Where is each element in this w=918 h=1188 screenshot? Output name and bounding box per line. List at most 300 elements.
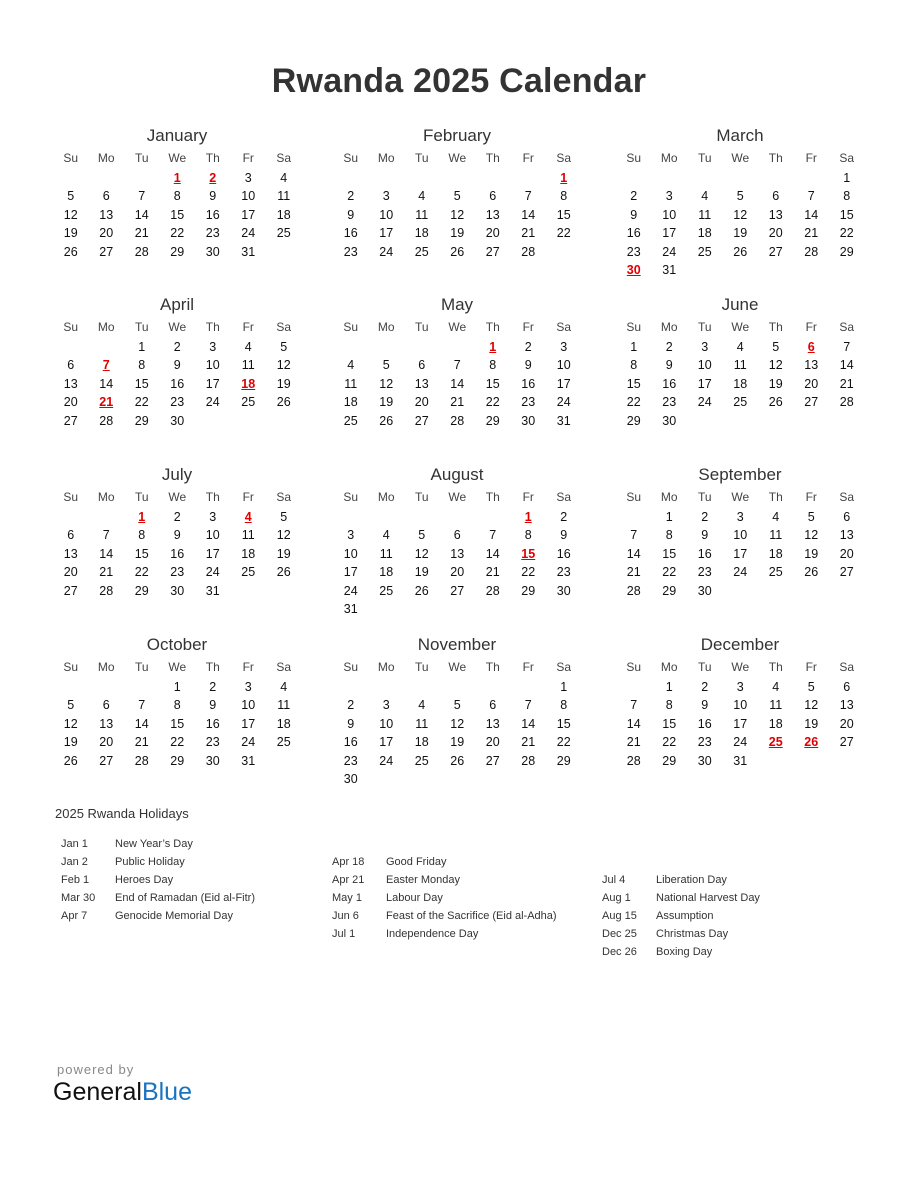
day-cell: 24 bbox=[241, 735, 256, 750]
weekday-header: Fr bbox=[522, 490, 534, 504]
empty-cell bbox=[404, 508, 440, 526]
day-cell: 14 bbox=[521, 716, 536, 731]
day-cell: 9 bbox=[173, 528, 181, 543]
month-october bbox=[53, 634, 301, 770]
day-cell: 30 bbox=[697, 583, 712, 598]
day-cell: 14 bbox=[134, 716, 149, 731]
day-cell: 23 bbox=[343, 244, 358, 259]
day-cell: 9 bbox=[209, 189, 217, 204]
weekday-header: Sa bbox=[276, 151, 292, 165]
weekday-header: Th bbox=[768, 320, 783, 334]
day-cell: 15 bbox=[556, 716, 571, 731]
month-september bbox=[616, 464, 864, 600]
month-february bbox=[333, 125, 581, 261]
weekday-header: Mo bbox=[97, 660, 115, 674]
weekday-header: Mo bbox=[377, 660, 395, 674]
holiday-date: May 1 bbox=[332, 891, 362, 904]
month-days-grid bbox=[333, 656, 581, 788]
day-cell: 26 bbox=[414, 583, 429, 598]
weekday-header: We bbox=[448, 320, 467, 334]
day-cell: 16 bbox=[205, 716, 220, 731]
day-cell: 5 bbox=[280, 340, 288, 354]
holiday-date: Apr 18 bbox=[332, 856, 365, 868]
month-days-grid bbox=[616, 147, 864, 279]
day-cell: 27 bbox=[99, 753, 114, 768]
empty-cell bbox=[53, 338, 89, 356]
day-cell: 21 bbox=[134, 735, 149, 750]
month-name: March bbox=[716, 126, 764, 145]
holiday-date: Jan 1 bbox=[61, 838, 88, 850]
weekday-header: Tu bbox=[134, 660, 149, 674]
weekday-header: We bbox=[731, 320, 750, 334]
day-cell: 16 bbox=[170, 546, 185, 561]
day-cell: 8 bbox=[560, 698, 568, 713]
day-cell: 11 bbox=[344, 376, 358, 391]
month-days-grid bbox=[53, 486, 301, 600]
holiday-item bbox=[61, 872, 255, 890]
holiday-name: Independence Day bbox=[386, 927, 479, 940]
day-cell: 15 bbox=[556, 207, 571, 222]
empty-cell bbox=[404, 169, 440, 187]
month-june bbox=[616, 294, 864, 430]
day-cell: 20 bbox=[63, 565, 78, 580]
day-cell: 8 bbox=[489, 358, 497, 373]
day-cell: 27 bbox=[839, 565, 854, 580]
empty-cell bbox=[89, 508, 125, 526]
day-cell: 21 bbox=[134, 226, 149, 241]
day-cell: 26 bbox=[768, 395, 783, 410]
holiday-date: Feb 1 bbox=[61, 873, 90, 886]
day-cell: 19 bbox=[276, 546, 291, 561]
day-cell: 2 bbox=[630, 189, 638, 204]
holiday-name: National Harvest Day bbox=[656, 891, 760, 904]
day-cell: 10 bbox=[697, 358, 712, 373]
day-cell: 9 bbox=[209, 698, 217, 713]
weekday-header: Sa bbox=[556, 490, 572, 504]
day-cell: 11 bbox=[241, 528, 255, 543]
holiday-name: Assumption bbox=[656, 909, 714, 922]
holiday-date: Jun 6 bbox=[332, 909, 359, 922]
weekday-header: Th bbox=[205, 660, 220, 674]
day-cell: 12 bbox=[450, 716, 465, 731]
month-days-grid bbox=[53, 656, 301, 770]
holiday-item bbox=[61, 836, 255, 854]
weekday-header: Su bbox=[626, 151, 642, 165]
holiday-name: Public Holiday bbox=[115, 855, 185, 868]
holiday-name: End of Ramadan (Eid al-Fitr) bbox=[115, 891, 255, 904]
day-cell: 30 bbox=[170, 583, 185, 598]
day-cell: 15 bbox=[485, 376, 500, 391]
empty-cell bbox=[333, 508, 369, 526]
month-name: May bbox=[440, 295, 474, 314]
weekday-header: Su bbox=[63, 490, 79, 504]
day-cell: 15 bbox=[662, 716, 677, 731]
holiday-name: Boxing Day bbox=[656, 945, 713, 958]
weekday-header: Fr bbox=[242, 660, 254, 674]
weekday-header: Mo bbox=[377, 490, 395, 504]
empty-cell bbox=[440, 508, 476, 526]
day-cell: 19 bbox=[450, 226, 465, 241]
weekday-header: Mo bbox=[660, 151, 678, 165]
day-cell: 15 bbox=[134, 546, 149, 561]
day-cell: 2 bbox=[560, 510, 568, 524]
empty-cell bbox=[723, 169, 759, 187]
day-cell: 2 bbox=[173, 510, 181, 524]
empty-cell bbox=[475, 678, 511, 696]
weekday-header: Tu bbox=[134, 320, 149, 334]
day-cell: 30 bbox=[556, 583, 571, 598]
day-cell: 24 bbox=[343, 583, 358, 598]
day-cell: 16 bbox=[521, 376, 536, 391]
weekday-header: We bbox=[168, 660, 187, 674]
day-cell: 31 bbox=[241, 244, 256, 259]
month-days-grid bbox=[616, 316, 864, 430]
day-cell: 7 bbox=[524, 698, 532, 713]
weekday-header: Th bbox=[485, 151, 500, 165]
month-name: February bbox=[422, 126, 492, 145]
day-cell: 21 bbox=[521, 735, 536, 750]
weekday-header: Fr bbox=[242, 151, 254, 165]
day-cell: 16 bbox=[556, 546, 571, 561]
month-april bbox=[53, 294, 301, 430]
day-cell: 3 bbox=[736, 510, 744, 524]
day-cell: 23 bbox=[170, 395, 185, 410]
weekday-header: Th bbox=[768, 660, 783, 674]
day-cell: 4 bbox=[701, 189, 709, 204]
day-cell: 11 bbox=[733, 358, 747, 373]
day-cell: 10 bbox=[343, 546, 358, 561]
empty-cell bbox=[440, 338, 476, 356]
weekday-header: Th bbox=[768, 151, 783, 165]
weekday-header: Fr bbox=[522, 660, 534, 674]
day-cell: 12 bbox=[414, 546, 429, 561]
weekday-header: Tu bbox=[134, 151, 149, 165]
day-cell: 28 bbox=[450, 413, 465, 428]
day-cell: 7 bbox=[453, 358, 461, 373]
day-cell: 1 bbox=[843, 171, 851, 185]
day-cell: 7 bbox=[138, 189, 146, 204]
weekday-header: We bbox=[448, 490, 467, 504]
weekday-header: Su bbox=[626, 320, 642, 334]
empty-cell bbox=[89, 169, 125, 187]
weekday-header: Fr bbox=[522, 320, 534, 334]
day-cell: 19 bbox=[450, 735, 465, 750]
empty-cell bbox=[53, 678, 89, 696]
day-cell: 11 bbox=[769, 528, 783, 543]
day-cell: 1 bbox=[665, 680, 673, 694]
day-cell: 8 bbox=[173, 189, 181, 204]
day-cell: 6 bbox=[843, 510, 851, 524]
day-cell: 5 bbox=[67, 189, 75, 204]
weekday-header: Su bbox=[343, 151, 359, 165]
day-cell: 22 bbox=[662, 735, 677, 750]
day-cell: 7 bbox=[102, 528, 110, 543]
empty-cell bbox=[616, 678, 652, 696]
day-cell: 21 bbox=[450, 395, 465, 410]
day-cell: 1 bbox=[138, 340, 146, 354]
weekday-header: Su bbox=[343, 320, 359, 334]
weekday-header: Mo bbox=[377, 151, 395, 165]
day-cell: 16 bbox=[662, 376, 677, 391]
weekday-header: Fr bbox=[805, 151, 817, 165]
empty-cell bbox=[511, 678, 547, 696]
holiday-column bbox=[602, 872, 760, 961]
day-cell: 31 bbox=[556, 413, 571, 428]
day-cell: 13 bbox=[63, 376, 78, 391]
day-cell: 23 bbox=[662, 395, 677, 410]
weekday-header: Th bbox=[485, 660, 500, 674]
day-cell: 20 bbox=[839, 546, 854, 561]
weekday-header: Mo bbox=[377, 320, 395, 334]
month-may bbox=[333, 294, 581, 430]
empty-cell bbox=[333, 678, 369, 696]
day-cell: 12 bbox=[768, 358, 783, 373]
empty-cell bbox=[89, 678, 125, 696]
holiday-day: 1 bbox=[138, 510, 146, 524]
day-cell: 11 bbox=[277, 698, 291, 713]
day-cell: 31 bbox=[205, 583, 220, 598]
day-cell: 13 bbox=[99, 207, 114, 222]
day-cell: 8 bbox=[843, 189, 851, 204]
day-cell: 18 bbox=[414, 735, 429, 750]
day-cell: 20 bbox=[414, 395, 429, 410]
day-cell: 21 bbox=[626, 735, 641, 750]
day-cell: 26 bbox=[450, 244, 465, 259]
holiday-day: 1 bbox=[524, 510, 532, 524]
day-cell: 20 bbox=[485, 226, 500, 241]
day-cell: 21 bbox=[804, 226, 819, 241]
day-cell: 19 bbox=[379, 395, 394, 410]
day-cell: 5 bbox=[807, 680, 815, 694]
empty-cell bbox=[687, 169, 723, 187]
weekday-header: Fr bbox=[805, 660, 817, 674]
day-cell: 27 bbox=[839, 735, 854, 750]
holiday-day: 18 bbox=[241, 376, 256, 391]
day-cell: 20 bbox=[839, 716, 854, 731]
day-cell: 26 bbox=[63, 244, 78, 259]
day-cell: 5 bbox=[382, 358, 390, 373]
empty-cell bbox=[124, 678, 160, 696]
day-cell: 29 bbox=[662, 583, 677, 598]
weekday-header: Sa bbox=[839, 151, 855, 165]
day-cell: 1 bbox=[560, 680, 568, 694]
day-cell: 10 bbox=[379, 716, 394, 731]
month-name: June bbox=[721, 295, 759, 314]
month-name: July bbox=[161, 465, 193, 484]
holiday-day: 1 bbox=[560, 171, 568, 185]
day-cell: 22 bbox=[170, 226, 185, 241]
day-cell: 12 bbox=[804, 698, 819, 713]
day-cell: 22 bbox=[662, 565, 677, 580]
day-cell: 13 bbox=[839, 698, 854, 713]
month-august bbox=[333, 464, 581, 618]
day-cell: 13 bbox=[63, 546, 78, 561]
day-cell: 24 bbox=[733, 735, 748, 750]
day-cell: 13 bbox=[450, 546, 465, 561]
day-cell: 22 bbox=[839, 226, 854, 241]
day-cell: 31 bbox=[733, 753, 748, 768]
day-cell: 18 bbox=[379, 565, 394, 580]
day-cell: 6 bbox=[772, 189, 780, 204]
weekday-header: Su bbox=[63, 320, 79, 334]
weekday-header: Tu bbox=[697, 660, 712, 674]
day-cell: 12 bbox=[733, 207, 748, 222]
empty-cell bbox=[404, 678, 440, 696]
day-cell: 22 bbox=[556, 735, 571, 750]
weekday-header: Mo bbox=[660, 490, 678, 504]
weekday-header: Tu bbox=[697, 490, 712, 504]
day-cell: 25 bbox=[379, 583, 394, 598]
day-cell: 20 bbox=[63, 395, 78, 410]
day-cell: 9 bbox=[630, 207, 638, 222]
day-cell: 27 bbox=[414, 413, 429, 428]
day-cell: 18 bbox=[768, 546, 783, 561]
day-cell: 30 bbox=[521, 413, 536, 428]
day-cell: 28 bbox=[839, 395, 854, 410]
day-cell: 14 bbox=[99, 376, 114, 391]
day-cell: 8 bbox=[560, 189, 568, 204]
holiday-item bbox=[332, 854, 557, 872]
weekday-header: Tu bbox=[697, 151, 712, 165]
day-cell: 27 bbox=[485, 244, 500, 259]
holiday-day: 25 bbox=[768, 735, 783, 750]
brand-general: General bbox=[53, 1078, 142, 1106]
weekday-header: Su bbox=[63, 151, 79, 165]
day-cell: 24 bbox=[379, 753, 394, 768]
empty-cell bbox=[758, 169, 794, 187]
day-cell: 8 bbox=[665, 698, 673, 713]
day-cell: 4 bbox=[772, 510, 780, 524]
holiday-name: Genocide Memorial Day bbox=[115, 909, 233, 922]
holiday-name: Easter Monday bbox=[386, 873, 460, 886]
weekday-header: Sa bbox=[276, 320, 292, 334]
day-cell: 15 bbox=[839, 207, 854, 222]
holiday-name: Christmas Day bbox=[656, 927, 729, 940]
day-cell: 12 bbox=[63, 207, 78, 222]
day-cell: 29 bbox=[839, 244, 854, 259]
day-cell: 27 bbox=[768, 244, 783, 259]
holiday-day: 30 bbox=[626, 262, 641, 277]
holiday-item bbox=[602, 872, 760, 890]
day-cell: 19 bbox=[733, 226, 748, 241]
day-cell: 22 bbox=[521, 565, 536, 580]
day-cell: 5 bbox=[772, 340, 780, 354]
generalblue-logo[interactable] bbox=[53, 1078, 192, 1107]
day-cell: 17 bbox=[205, 546, 220, 561]
holiday-date: Aug 1 bbox=[602, 891, 631, 904]
day-cell: 29 bbox=[485, 413, 500, 428]
day-cell: 22 bbox=[626, 395, 641, 410]
weekday-header: Sa bbox=[556, 151, 572, 165]
weekday-header: Su bbox=[343, 660, 359, 674]
weekday-header: Mo bbox=[97, 320, 115, 334]
day-cell: 25 bbox=[343, 413, 358, 428]
day-cell: 19 bbox=[276, 376, 291, 391]
day-cell: 15 bbox=[662, 546, 677, 561]
weekday-header: Sa bbox=[839, 320, 855, 334]
page-title: Rwanda 2025 Calendar bbox=[271, 62, 647, 100]
holiday-item bbox=[332, 890, 557, 908]
day-cell: 14 bbox=[626, 716, 641, 731]
day-cell: 28 bbox=[626, 583, 641, 598]
day-cell: 7 bbox=[843, 340, 851, 354]
day-cell: 26 bbox=[276, 395, 291, 410]
empty-cell bbox=[794, 169, 830, 187]
day-cell: 20 bbox=[99, 226, 114, 241]
day-cell: 19 bbox=[804, 546, 819, 561]
day-cell: 7 bbox=[138, 698, 146, 713]
holiday-name: Heroes Day bbox=[115, 873, 174, 886]
day-cell: 31 bbox=[241, 753, 256, 768]
day-cell: 7 bbox=[524, 189, 532, 204]
weekday-header: Sa bbox=[839, 490, 855, 504]
holiday-item bbox=[61, 854, 255, 872]
day-cell: 6 bbox=[102, 189, 110, 204]
weekday-header: We bbox=[731, 490, 750, 504]
day-cell: 24 bbox=[697, 395, 712, 410]
weekday-header: Th bbox=[485, 490, 500, 504]
weekday-header: Tu bbox=[697, 320, 712, 334]
day-cell: 18 bbox=[733, 376, 748, 391]
day-cell: 8 bbox=[138, 528, 146, 543]
day-cell: 3 bbox=[244, 680, 252, 694]
day-cell: 18 bbox=[414, 226, 429, 241]
day-cell: 14 bbox=[804, 207, 819, 222]
day-cell: 8 bbox=[665, 528, 673, 543]
day-cell: 18 bbox=[276, 716, 291, 731]
day-cell: 23 bbox=[521, 395, 536, 410]
day-cell: 23 bbox=[205, 735, 220, 750]
day-cell: 26 bbox=[450, 753, 465, 768]
day-cell: 7 bbox=[630, 528, 638, 543]
day-cell: 5 bbox=[453, 189, 461, 204]
day-cell: 4 bbox=[382, 528, 390, 543]
day-cell: 27 bbox=[63, 583, 78, 598]
month-days-grid bbox=[53, 147, 301, 261]
weekday-header: We bbox=[448, 151, 467, 165]
day-cell: 29 bbox=[556, 753, 571, 768]
month-name: October bbox=[146, 635, 208, 654]
holiday-item bbox=[602, 890, 760, 908]
month-days-grid bbox=[333, 486, 581, 618]
day-cell: 19 bbox=[63, 735, 78, 750]
day-cell: 11 bbox=[415, 207, 429, 222]
day-cell: 21 bbox=[485, 565, 500, 580]
day-cell: 9 bbox=[560, 528, 568, 543]
day-cell: 4 bbox=[244, 340, 252, 354]
month-days-grid bbox=[333, 316, 581, 430]
month-november bbox=[333, 634, 581, 788]
day-cell: 17 bbox=[662, 226, 677, 241]
day-cell: 8 bbox=[138, 358, 146, 373]
weekday-header: Su bbox=[63, 660, 79, 674]
weekday-header: Fr bbox=[242, 320, 254, 334]
month-name: November bbox=[417, 635, 497, 654]
day-cell: 14 bbox=[134, 207, 149, 222]
day-cell: 19 bbox=[414, 565, 429, 580]
holiday-day: 15 bbox=[521, 546, 536, 561]
day-cell: 15 bbox=[626, 376, 641, 391]
day-cell: 4 bbox=[418, 698, 426, 713]
day-cell: 10 bbox=[733, 698, 748, 713]
day-cell: 8 bbox=[630, 358, 638, 373]
day-cell: 10 bbox=[379, 207, 394, 222]
day-cell: 25 bbox=[241, 565, 256, 580]
day-cell: 9 bbox=[347, 716, 355, 731]
weekday-header: Tu bbox=[414, 151, 429, 165]
empty-cell bbox=[440, 678, 476, 696]
holiday-day: 4 bbox=[244, 510, 252, 524]
